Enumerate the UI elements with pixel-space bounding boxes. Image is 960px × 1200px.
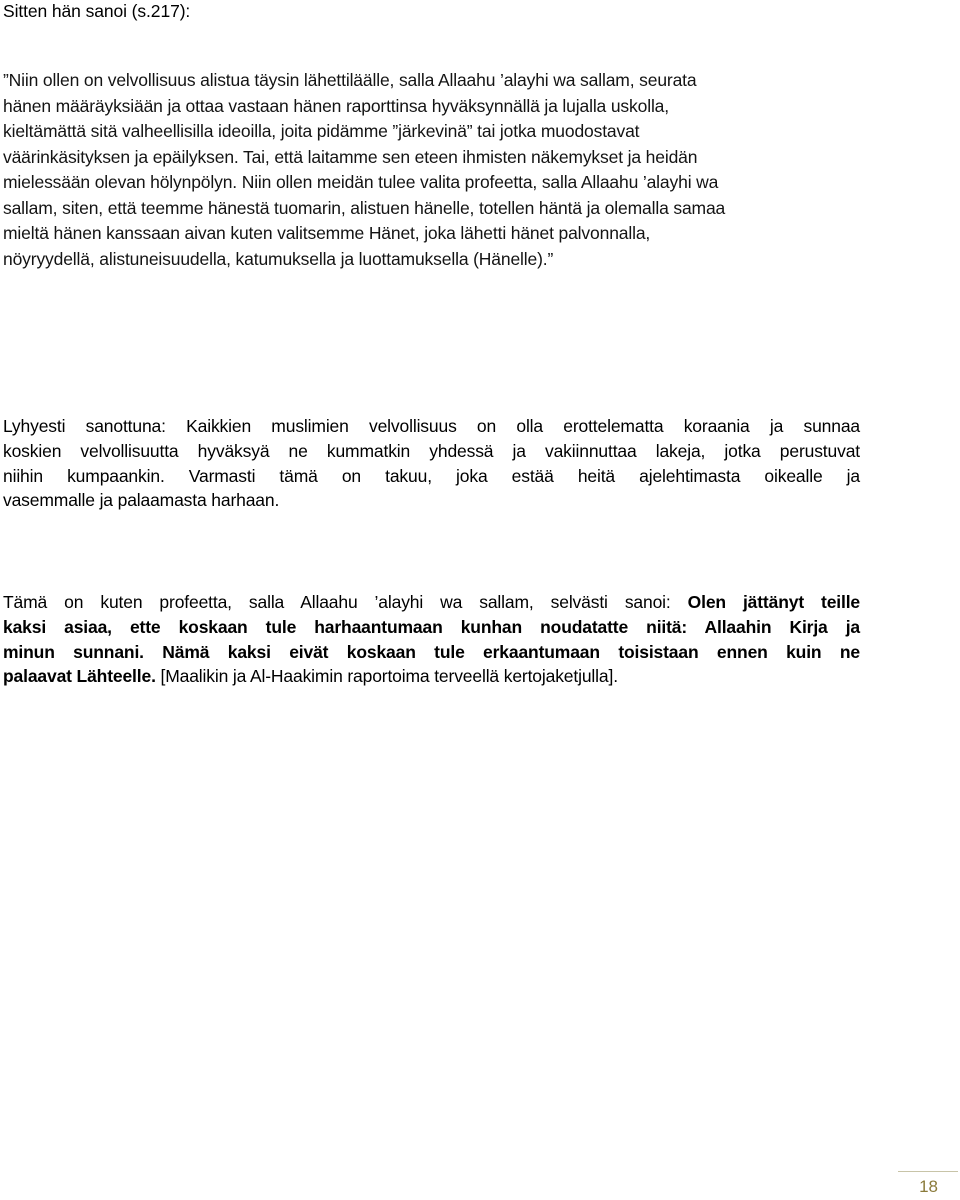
page-number: 18 (919, 1177, 938, 1196)
quote-line: mielessään olevan hölynpölyn. Niin ollen meidän tulee valita profeetta, salla Allaahu ’alayhi wa (3, 172, 719, 192)
quote-paragraph (3, 68, 860, 272)
hadith-paragraph (3, 590, 860, 689)
page-footer (898, 1168, 958, 1200)
summary-line: Lyhyesti sanottuna: Kaikkien muslimien velvollisuus on olla erottelematta koraania ja sunnaa (3, 416, 860, 436)
quote-line: hänen määräyksiään ja ottaa vastaan hänen raporttinsa hyväksynnällä ja lujalla uskolla, (3, 95, 669, 116)
hadith-quote-text: palaavat Lähteelle. (3, 666, 156, 687)
quote-line: mieltä hänen kanssaan aivan kuten valitsemme Hänet, joka lähetti hänet palvonnalla, (3, 223, 651, 243)
hadith-line (3, 590, 860, 615)
quote-line: ”Niin ollen on velvollisuus alistua täysin lähettiläälle, salla Allaahu ’alayhi wa sallam, seurata (3, 70, 697, 90)
quote-line: sallam, siten, että teemme hänestä tuomarin, alistuen hänelle, totellen häntä ja olemalla samaa (3, 197, 726, 218)
quote-line: kieltämättä sitä valheellisilla ideoilla, joita pidämme ”järkevinä” tai jotka muodostavat (3, 121, 640, 141)
summary-line: niihin kumpaankin. Varmasti tämä on takuu, joka estää heitä ajelehtimasta oikealle ja (3, 465, 860, 486)
hadith-line (3, 664, 860, 689)
hadith-intro-text: Tämä on kuten profeetta, salla Allaahu ’alayhi wa sallam, selvästi sanoi: (3, 592, 688, 612)
hadith-quote-text: minun sunnani. Nämä kaksi eivät koskaan tule erkaantumaan toisistaan ennen kuin ne (3, 641, 860, 662)
summary-line: vasemmalle ja palaamasta harhaan. (3, 490, 280, 511)
hadith-line (3, 615, 860, 640)
summary-paragraph (3, 414, 860, 513)
hadith-quote-text: kaksi asiaa, ette koskaan tule harhaantumaan kunhan noudatatte niitä: Allaahin Kirja ja (3, 616, 860, 637)
hadith-source-citation: [Maalikin ja Al-Haakimin raportoima terveellä kertojaketjulla]. (155, 666, 618, 687)
summary-line: koskien velvollisuutta hyväksyä ne kummatkin yhdessä ja vakiinnuttaa lakeja, jotka perustuvat (3, 440, 860, 461)
page-number-divider (898, 1171, 958, 1172)
quote-line: väärinkäsityksen ja epäilyksen. Tai, että laitamme sen eteen ihmisten näkemykset ja heidän (3, 146, 698, 167)
section-intro: Sitten hän sanoi (s.217): (3, 1, 191, 21)
hadith-quote-text: Olen jättänyt teille (687, 592, 860, 612)
hadith-line (3, 640, 860, 665)
quote-line: nöyryydellä, alistuneisuudella, katumuksella ja luottamuksella (Hänelle).” (3, 248, 554, 269)
